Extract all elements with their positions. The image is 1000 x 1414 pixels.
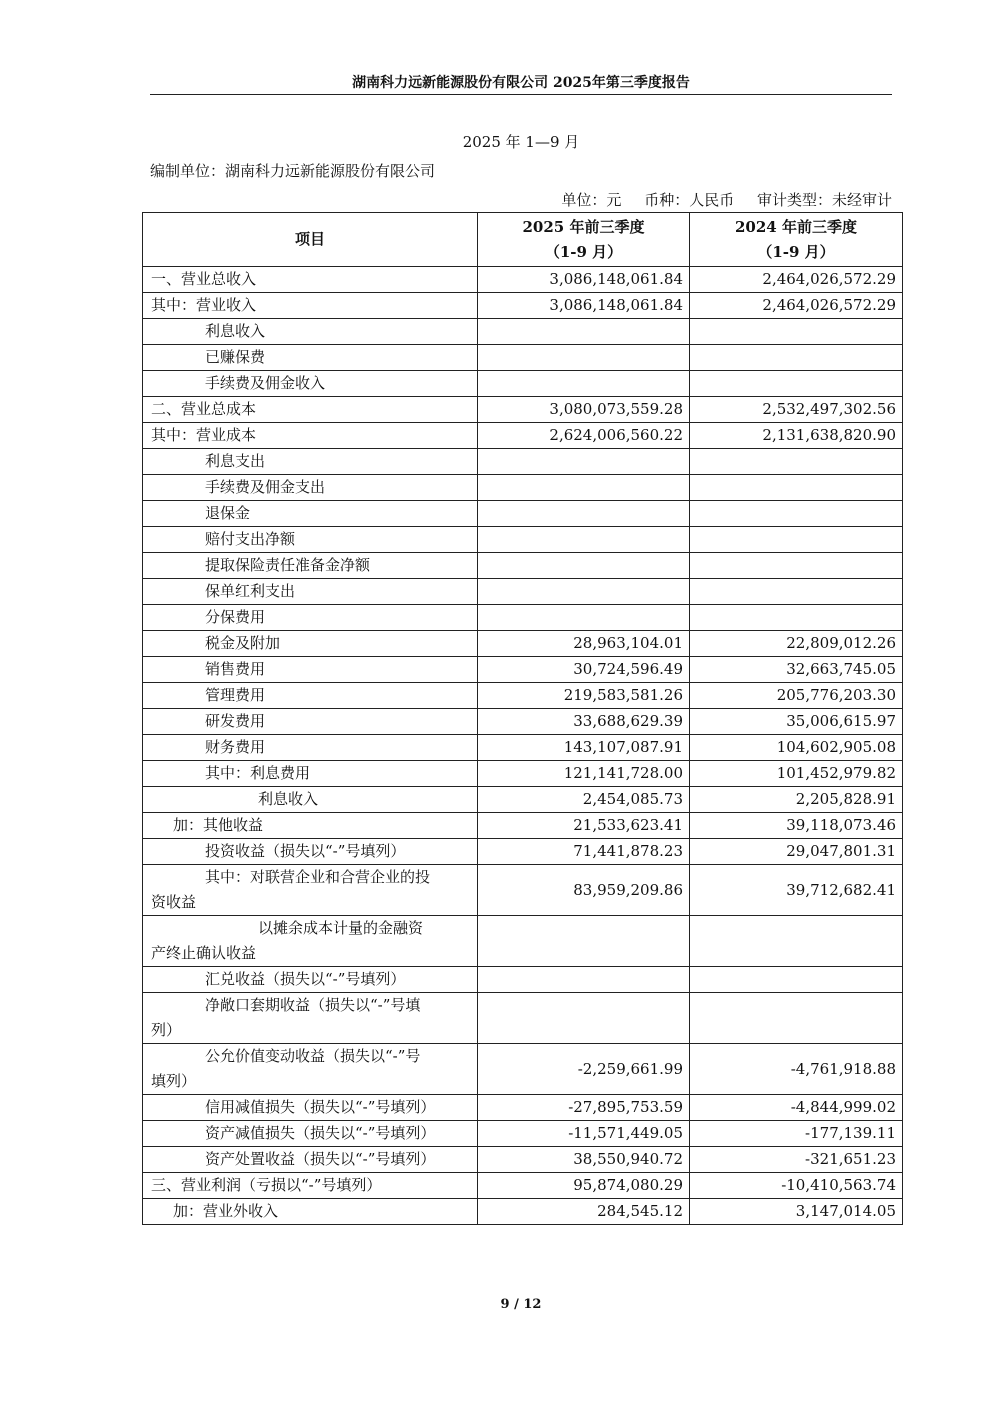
row-label: 税金及附加 (143, 631, 478, 657)
row-label-line1: 净敞口套期收益（损失以“-”号填 (205, 996, 421, 1014)
row-current-value: 3,086,148,061.84 (478, 293, 690, 319)
row-current-value: 3,080,073,559.28 (478, 397, 690, 423)
row-current-value (478, 501, 690, 527)
row-prior-value: 29,047,801.31 (690, 839, 903, 865)
page-number: 9 / 12 (500, 1297, 542, 1312)
row-label: 手续费及佣金支出 (143, 475, 478, 501)
row-prior-value (690, 475, 903, 501)
row-current-value: 71,441,878.23 (478, 839, 690, 865)
row-label: 手续费及佣金收入 (143, 371, 478, 397)
column-header-item: 项目 (143, 213, 478, 267)
row-current-value: 284,545.12 (478, 1199, 690, 1225)
table-row (143, 1173, 903, 1199)
row-prior-value: 104,602,905.08 (690, 735, 903, 761)
row-label: 保单红利支出 (143, 579, 478, 605)
row-label-line2: 产终止确认收益 (151, 944, 257, 962)
row-current-value (478, 967, 690, 993)
row-label-line1: 以摊余成本计量的金融资 (258, 919, 424, 937)
row-prior-value: -10,410,563.74 (690, 1173, 903, 1199)
row-label: 利息支出 (143, 449, 478, 475)
row-label-line2: 填列） (151, 1072, 197, 1090)
row-label: 赔付支出净额 (143, 527, 478, 553)
row-prior-value: 22,809,012.26 (690, 631, 903, 657)
table-row (143, 371, 903, 397)
table-row (143, 1044, 903, 1095)
column-header-prior-line1: 2024 年前三季度 (735, 217, 857, 236)
row-current-value: 30,724,596.49 (478, 657, 690, 683)
row-label: 加：营业外收入 (143, 1199, 478, 1225)
column-header-prior (690, 213, 903, 267)
row-current-value (478, 993, 690, 1044)
row-label: 二、营业总成本 (143, 397, 478, 423)
table-row (143, 397, 903, 423)
table-row (143, 423, 903, 449)
table-row (143, 501, 903, 527)
table-row (143, 967, 903, 993)
row-prior-value: 35,006,615.97 (690, 709, 903, 735)
row-current-value: 2,454,085.73 (478, 787, 690, 813)
row-label-line1: 其中：对联营企业和合营企业的投 (205, 868, 431, 886)
row-current-value: 21,533,623.41 (478, 813, 690, 839)
row-prior-value: -321,651.23 (690, 1147, 903, 1173)
currency-label: 币种：人民币 (644, 191, 735, 209)
table-row (143, 579, 903, 605)
row-label: 资产处置收益（损失以“-”号填列） (143, 1147, 478, 1173)
row-label: 一、营业总收入 (143, 267, 478, 293)
row-prior-value: 2,464,026,572.29 (690, 267, 903, 293)
row-label: 投资收益（损失以“-”号填列） (143, 839, 478, 865)
row-prior-value (690, 916, 903, 967)
table-row (143, 916, 903, 967)
row-prior-value: 39,118,073.46 (690, 813, 903, 839)
row-prior-value (690, 553, 903, 579)
row-current-value (478, 475, 690, 501)
header-rule (150, 94, 892, 95)
row-current-value: 219,583,581.26 (478, 683, 690, 709)
row-current-value: -27,895,753.59 (478, 1095, 690, 1121)
row-prior-value (690, 605, 903, 631)
table-row (143, 1095, 903, 1121)
row-prior-value (690, 527, 903, 553)
row-prior-value: 2,464,026,572.29 (690, 293, 903, 319)
row-label: 其中：利息费用 (143, 761, 478, 787)
table-row (143, 657, 903, 683)
row-prior-value: 3,147,014.05 (690, 1199, 903, 1225)
row-prior-value: 39,712,682.41 (690, 865, 903, 916)
row-label: 加：其他收益 (143, 813, 478, 839)
row-label: 汇兑收益（损失以“-”号填列） (143, 967, 478, 993)
row-prior-value: 205,776,203.30 (690, 683, 903, 709)
row-label: 已赚保费 (143, 345, 478, 371)
row-prior-value (690, 319, 903, 345)
table-row (143, 631, 903, 657)
row-current-value: 143,107,087.91 (478, 735, 690, 761)
row-current-value: 3,086,148,061.84 (478, 267, 690, 293)
report-header: 湖南科力远新能源股份有限公司 2025年第三季度报告 (352, 75, 690, 91)
table-row (143, 553, 903, 579)
row-current-value: 33,688,629.39 (478, 709, 690, 735)
row-prior-value: 2,131,638,820.90 (690, 423, 903, 449)
row-label (143, 865, 478, 916)
income-statement-table (142, 212, 903, 1225)
column-header-current-line2: （1-9 月） (544, 242, 623, 261)
row-current-value: -11,571,449.05 (478, 1121, 690, 1147)
row-label: 研发费用 (143, 709, 478, 735)
table-row (143, 293, 903, 319)
column-header-current-line1: 2025 年前三季度 (522, 217, 645, 236)
row-prior-value (690, 579, 903, 605)
table-row (143, 865, 903, 916)
table-row (143, 761, 903, 787)
table-row (143, 813, 903, 839)
row-prior-value: 2,205,828.91 (690, 787, 903, 813)
table-row (143, 1199, 903, 1225)
row-prior-value (690, 449, 903, 475)
table-row (143, 839, 903, 865)
row-label: 财务费用 (143, 735, 478, 761)
row-prior-value (690, 967, 903, 993)
row-label: 利息收入 (143, 319, 478, 345)
row-label: 信用减值损失（损失以“-”号填列） (143, 1095, 478, 1121)
table-row (143, 993, 903, 1044)
table-row (143, 605, 903, 631)
table-row (143, 787, 903, 813)
table-row (143, 709, 903, 735)
row-label: 其中：营业成本 (143, 423, 478, 449)
row-label-line2: 列） (151, 1021, 182, 1039)
table-row (143, 345, 903, 371)
row-current-value (478, 345, 690, 371)
row-label-line2: 资收益 (151, 893, 197, 911)
row-current-value (478, 319, 690, 345)
table-header-row (143, 213, 903, 267)
row-current-value (478, 527, 690, 553)
table-row (143, 475, 903, 501)
row-prior-value: -177,139.11 (690, 1121, 903, 1147)
row-current-value (478, 371, 690, 397)
row-prior-value: -4,761,918.88 (690, 1044, 903, 1095)
row-current-value: 95,874,080.29 (478, 1173, 690, 1199)
row-label: 提取保险责任准备金净额 (143, 553, 478, 579)
row-label: 三、营业利润（亏损以“-”号填列） (143, 1173, 478, 1199)
row-current-value (478, 579, 690, 605)
row-prior-value (690, 371, 903, 397)
row-prior-value: -4,844,999.02 (690, 1095, 903, 1121)
row-prior-value: 32,663,745.05 (690, 657, 903, 683)
unit-label: 单位：元 (561, 191, 622, 209)
row-label: 分保费用 (143, 605, 478, 631)
row-current-value (478, 553, 690, 579)
row-current-value: 83,959,209.86 (478, 865, 690, 916)
row-prior-value (690, 501, 903, 527)
row-current-value: 28,963,104.01 (478, 631, 690, 657)
table-row (143, 267, 903, 293)
row-current-value: 38,550,940.72 (478, 1147, 690, 1173)
table-row (143, 449, 903, 475)
row-current-value: 121,141,728.00 (478, 761, 690, 787)
table-row (143, 735, 903, 761)
row-label: 管理费用 (143, 683, 478, 709)
table-row (143, 1147, 903, 1173)
table-row (143, 527, 903, 553)
row-current-value (478, 605, 690, 631)
table-row (143, 1121, 903, 1147)
compiling-unit: 编制单位：湖南科力远新能源股份有限公司 (150, 162, 436, 180)
table-row (143, 319, 903, 345)
row-prior-value (690, 345, 903, 371)
report-period: 2025 年 1—9 月 (462, 133, 580, 151)
unit-line (543, 188, 892, 212)
row-label-line1: 公允价值变动收益（损失以“-”号 (205, 1047, 421, 1065)
row-prior-value: 2,532,497,302.56 (690, 397, 903, 423)
row-current-value (478, 449, 690, 475)
column-header-prior-line2: （1-9 月） (757, 242, 835, 261)
row-current-value (478, 916, 690, 967)
table-row (143, 683, 903, 709)
row-current-value: -2,259,661.99 (478, 1044, 690, 1095)
row-label (143, 916, 478, 967)
row-label: 退保金 (143, 501, 478, 527)
row-label: 销售费用 (143, 657, 478, 683)
row-label (143, 1044, 478, 1095)
column-header-current (478, 213, 690, 267)
row-prior-value (690, 993, 903, 1044)
row-label: 资产减值损失（损失以“-”号填列） (143, 1121, 478, 1147)
row-label: 其中：营业收入 (143, 293, 478, 319)
row-label: 利息收入 (143, 787, 478, 813)
row-current-value: 2,624,006,560.22 (478, 423, 690, 449)
audit-type-label: 审计类型：未经审计 (756, 191, 892, 209)
row-prior-value: 101,452,979.82 (690, 761, 903, 787)
row-label (143, 993, 478, 1044)
